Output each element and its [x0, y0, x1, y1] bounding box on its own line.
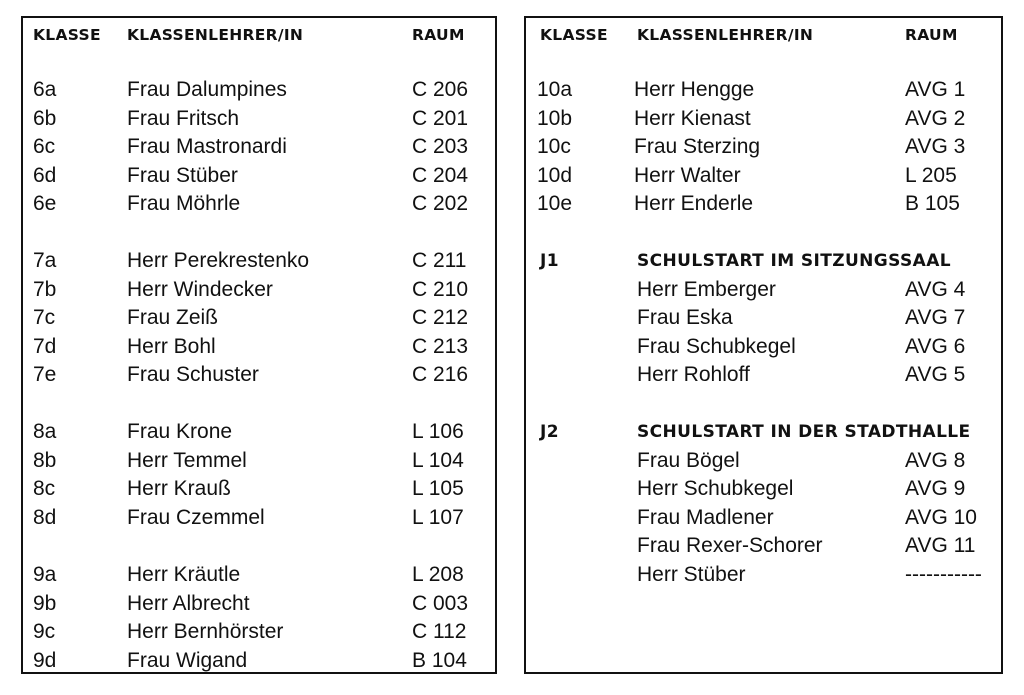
teacher-cell: Frau Krone — [127, 420, 233, 443]
class-cell: 9d — [33, 648, 57, 672]
table-row — [526, 190, 1001, 218]
teacher-cell: Herr Albrecht — [127, 591, 250, 615]
teacher-cell: Frau Bögel — [637, 448, 740, 472]
header-raum: RAUM — [412, 26, 465, 44]
table-row — [23, 618, 495, 646]
teacher-cell: Herr Schubkegel — [637, 477, 794, 500]
room-cell: C 201 — [412, 106, 469, 130]
class-cell: 10c — [537, 135, 571, 158]
class-cell: 7c — [33, 306, 56, 329]
room-cell: L 107 — [412, 505, 464, 529]
teacher-cell: Herr Enderle — [634, 192, 754, 215]
room-cell: AVG 9 — [905, 477, 966, 500]
teacher-cell: Herr Krauß — [127, 477, 231, 500]
teacher-cell: Frau Mastronardi — [127, 135, 287, 158]
table-row — [23, 504, 495, 532]
table-row — [23, 561, 495, 589]
teacher-cell: Herr Perekrestenko — [127, 249, 310, 272]
table-row — [23, 162, 495, 190]
table-row — [23, 647, 495, 675]
room-cell: AVG 8 — [905, 448, 966, 472]
teacher-cell: Herr Hengge — [634, 78, 755, 101]
teacher-cell: Frau Zeiß — [127, 306, 219, 329]
class-cell: 9b — [33, 591, 57, 615]
teacher-cell: Frau Sterzing — [634, 135, 761, 158]
teacher-cell: Frau Madlener — [637, 505, 774, 529]
room-cell: L 106 — [412, 420, 464, 443]
table-row — [526, 361, 1001, 389]
room-cell: C 213 — [412, 334, 469, 358]
header-row — [526, 21, 1001, 49]
class-cell: 7b — [33, 277, 57, 301]
class-cell: 10e — [537, 192, 573, 215]
class-cell: 6a — [33, 78, 57, 101]
header-klasse: KLASSE — [33, 26, 101, 44]
teacher-cell: Frau Wigand — [127, 648, 248, 672]
room-cell: AVG 6 — [905, 334, 966, 358]
room-cell: C 211 — [412, 249, 467, 272]
room-cell: AVG 2 — [905, 106, 966, 130]
table-row — [23, 590, 495, 618]
room-cell: AVG 11 — [905, 534, 976, 557]
room-cell: L 104 — [412, 448, 464, 472]
class-cell: 8c — [33, 477, 56, 500]
room-cell: AVG 3 — [905, 135, 966, 158]
table-row — [23, 76, 495, 104]
room-cell: ----------- — [905, 562, 982, 586]
table-row — [526, 105, 1001, 133]
table-row — [23, 361, 495, 389]
room-cell: C 204 — [412, 163, 469, 187]
room-cell: L 105 — [412, 477, 464, 500]
header-klasse: KLASSE — [540, 26, 608, 44]
teacher-cell: Frau Eska — [637, 306, 733, 329]
table-row — [23, 475, 495, 503]
room-cell: AVG 5 — [905, 363, 966, 386]
table-row — [23, 304, 495, 332]
teacher-cell: Frau Czemmel — [127, 505, 265, 529]
class-cell: 6d — [33, 163, 57, 187]
table-row — [526, 447, 1001, 475]
room-cell: C 212 — [412, 306, 469, 329]
class-cell: 7e — [33, 363, 57, 386]
table-row — [526, 561, 1001, 589]
table-row — [526, 162, 1001, 190]
table-row — [23, 418, 495, 446]
class-cell: 7a — [33, 249, 57, 272]
table-row — [526, 475, 1001, 503]
table-row — [526, 333, 1001, 361]
header-raum: RAUM — [905, 26, 958, 44]
room-cell: C 210 — [412, 277, 469, 301]
table-row — [526, 133, 1001, 161]
table-row — [23, 105, 495, 133]
j1-section-header — [526, 247, 1001, 275]
table-row — [23, 276, 495, 304]
left-class-table — [21, 16, 497, 674]
header-klassenlehrer: KLASSENLEHRER/IN — [637, 26, 814, 44]
teacher-cell: Herr Temmel — [127, 448, 247, 472]
class-cell: 8b — [33, 448, 57, 472]
teacher-cell: Herr Rohloff — [637, 363, 750, 386]
teacher-cell: Herr Kienast — [634, 106, 751, 130]
teacher-cell: Herr Bernhörster — [127, 620, 284, 643]
class-cell: 8a — [33, 420, 57, 443]
j2-section-header — [526, 418, 1001, 446]
teacher-cell: Frau Stüber — [127, 163, 238, 187]
j1-class-label: J1 — [540, 251, 559, 271]
teacher-cell: Frau Möhrle — [127, 192, 241, 215]
teacher-cell: Herr Kräutle — [127, 563, 241, 586]
room-cell: AVG 10 — [905, 505, 977, 529]
j2-section-title: SCHULSTART IN DER STADTHALLE — [637, 422, 971, 442]
room-cell: C 202 — [412, 192, 469, 215]
table-row — [23, 190, 495, 218]
teacher-cell: Herr Windecker — [127, 277, 273, 301]
room-cell: AVG 4 — [905, 277, 966, 301]
room-cell: L 205 — [905, 163, 957, 187]
room-cell: C 206 — [412, 78, 469, 101]
table-row — [526, 76, 1001, 104]
header-row — [23, 21, 495, 49]
right-class-table — [524, 16, 1003, 674]
room-cell: AVG 1 — [905, 78, 966, 101]
table-row — [526, 304, 1001, 332]
room-cell: B 105 — [905, 192, 960, 215]
table-row — [23, 247, 495, 275]
teacher-cell: Herr Emberger — [637, 277, 776, 301]
teacher-cell: Frau Fritsch — [127, 106, 240, 130]
class-cell: 6b — [33, 106, 57, 130]
table-row — [526, 504, 1001, 532]
teacher-cell: Herr Bohl — [127, 334, 216, 358]
table-row — [23, 133, 495, 161]
room-cell: C 112 — [412, 620, 467, 643]
room-cell: C 003 — [412, 591, 469, 615]
table-row — [23, 333, 495, 361]
table-row — [23, 447, 495, 475]
class-cell: 10a — [537, 78, 573, 101]
room-cell: C 216 — [412, 363, 469, 386]
class-cell: 10d — [537, 163, 573, 187]
room-cell: C 203 — [412, 135, 469, 158]
room-cell: AVG 7 — [905, 306, 966, 329]
teacher-cell: Frau Schubkegel — [637, 334, 796, 358]
teacher-cell: Herr Stüber — [637, 562, 746, 586]
table-row — [526, 276, 1001, 304]
room-cell: L 208 — [412, 563, 464, 586]
teacher-cell: Herr Walter — [634, 163, 741, 187]
teacher-cell: Frau Dalumpines — [127, 78, 287, 101]
j2-class-label: J2 — [540, 422, 559, 442]
class-cell: 6e — [33, 192, 57, 215]
j1-section-title: SCHULSTART IM SITZUNGSSAAL — [637, 251, 952, 271]
table-row — [526, 532, 1001, 560]
teacher-cell: Frau Rexer-Schorer — [637, 534, 823, 557]
teacher-cell: Frau Schuster — [127, 363, 259, 386]
class-cell: 6c — [33, 135, 56, 158]
class-cell: 7d — [33, 334, 57, 358]
class-cell: 10b — [537, 106, 573, 130]
class-cell: 8d — [33, 505, 57, 529]
room-cell: B 104 — [412, 648, 467, 672]
class-cell: 9a — [33, 563, 57, 586]
header-klassenlehrer: KLASSENLEHRER/IN — [127, 26, 304, 44]
class-cell: 9c — [33, 620, 56, 643]
